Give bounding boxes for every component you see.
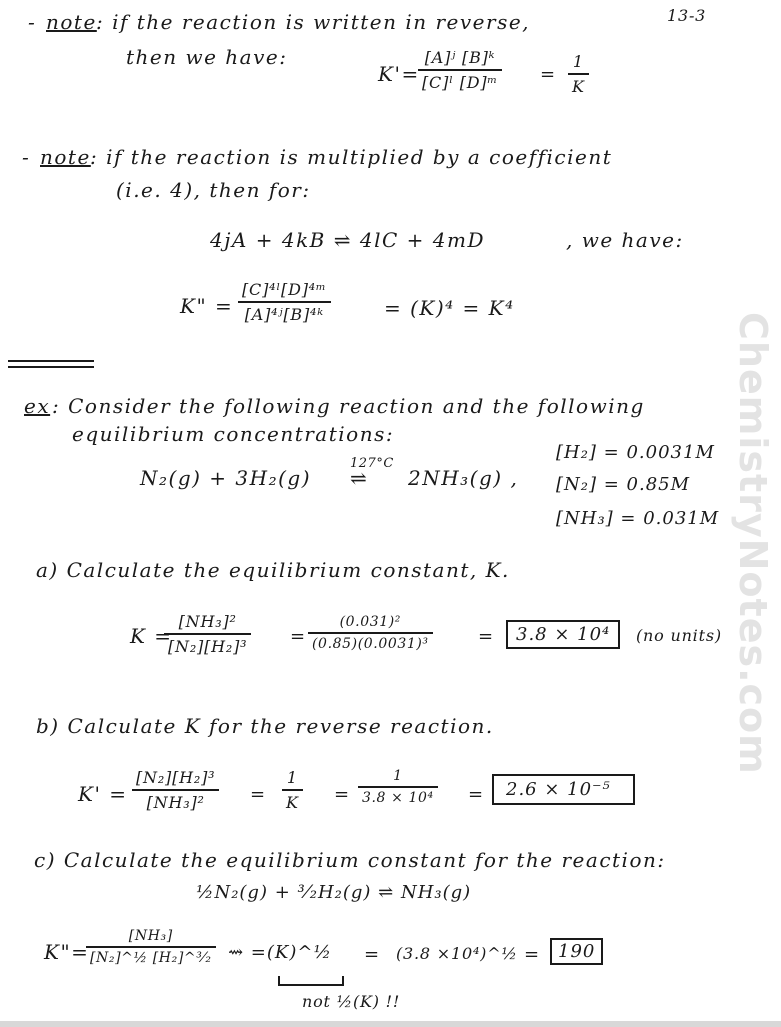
fraction-bar [238, 301, 331, 303]
k-half-fraction [86, 928, 216, 966]
equals-sign: = [290, 626, 307, 647]
equals-sign: = [250, 784, 267, 805]
fraction-numerator: [C]⁴ˡ[D]⁴ᵐ [242, 280, 327, 299]
section-divider [8, 360, 94, 368]
fraction-denominator: [N₂]^½ [H₂]^³⁄₂ [90, 950, 212, 966]
example-text: : Consider the following reaction and the following [52, 394, 645, 418]
scaled-reaction: 4jA + 4kB ⇌ 4lC + 4mD [210, 228, 485, 252]
fraction-denominator: K [286, 793, 299, 812]
k-power-result: = (K)⁴ = K⁴ [384, 296, 515, 320]
fraction-numerator: [NH₃] [128, 928, 173, 944]
one-over-value-fraction [358, 768, 438, 806]
fraction-denominator: 3.8 × 10⁴ [362, 790, 434, 806]
half-reaction: ½N₂(g) + ³⁄₂H₂(g) ⇌ NH₃(g) [196, 882, 472, 903]
fraction-denominator: [N₂][H₂]³ [168, 637, 248, 656]
fraction-bar [282, 789, 303, 791]
k-label: K = [130, 624, 173, 648]
reaction-temperature: 127°C [350, 456, 394, 471]
warning-note: not ½(K) !! [302, 992, 401, 1011]
fraction-bar [86, 946, 216, 948]
conc-h2: [H₂] = 0.0031M [556, 442, 715, 463]
fraction-numerator: 1 [393, 768, 403, 784]
note-text: : if the reaction is written in reverse, [96, 10, 531, 34]
k-square-root: ⇝ =(K)^½ [228, 942, 332, 963]
equilibrium-arrow: ⇌ [350, 466, 369, 490]
fraction-denominator: (0.85)(0.0031)³ [312, 636, 429, 652]
note-text-2: then we have: [126, 45, 288, 69]
k-double-prime-label: K"= [44, 940, 90, 964]
watermark: ChemistryNotes.com [731, 312, 775, 775]
equals-sign: = [478, 626, 495, 647]
note-label: note [46, 10, 97, 34]
fraction-numerator: 1 [286, 768, 298, 787]
equals-sign: = [468, 784, 485, 805]
fraction-bar [568, 73, 589, 75]
bullet-dash: - [28, 10, 37, 34]
note-text: : if the reaction is multiplied by a coefficient [90, 145, 613, 169]
fraction-denominator: [C]ˡ [D]ᵐ [422, 73, 499, 92]
equals-sign: = [364, 944, 381, 965]
we-have-text: , we have: [566, 228, 684, 252]
k-prime-fraction [418, 48, 502, 92]
bullet-dash: - [22, 145, 31, 169]
k-reverse-fraction [132, 768, 219, 812]
k-expression-fraction [164, 612, 251, 656]
fraction-bar [418, 69, 502, 71]
reaction-reactants: N₂(g) + 3H₂(g) [140, 466, 311, 490]
underbrace [278, 976, 344, 986]
k-prime-label: K' = [78, 782, 128, 806]
reaction-products: 2NH₃(g) , [408, 466, 519, 490]
one-over-k-fraction [282, 768, 303, 812]
conc-nh3: [NH₃] = 0.031M [556, 508, 720, 529]
example-text-2: equilibrium concentrations: [72, 422, 395, 446]
page-bottom-edge [0, 1021, 781, 1027]
note-text-2: (i.e. 4), then for: [116, 178, 311, 202]
fraction-bar [308, 632, 433, 634]
note-label: note [40, 145, 91, 169]
fraction-numerator: [A]ʲ [B]ᵏ [424, 48, 496, 67]
reciprocal-fraction [568, 52, 589, 96]
fraction-numerator: [NH₃]² [178, 612, 237, 631]
k-prime-label: K'= [378, 62, 420, 86]
part-c-question: c) Calculate the equilibrium constant for the reaction: [34, 848, 666, 872]
part-a-question: a) Calculate the equilibrium constant, K. [36, 558, 510, 582]
answer-box: 190 [550, 938, 603, 965]
fraction-bar [358, 786, 438, 788]
no-units-note: (no units) [636, 626, 722, 645]
part-b-question: b) Calculate K for the reverse reaction. [36, 714, 494, 738]
fraction-numerator: [N₂][H₂]³ [136, 768, 216, 787]
example-label: ex [24, 394, 51, 418]
equals-sign: = [524, 944, 541, 965]
fraction-numerator: (0.031)² [339, 614, 402, 630]
fraction-denominator: K [572, 77, 585, 96]
conc-n2: [N₂] = 0.85M [556, 474, 691, 495]
answer-box: 2.6 × 10⁻⁵ [492, 774, 635, 805]
k-values-fraction [308, 614, 433, 652]
fraction-denominator: [NH₃]² [146, 793, 205, 812]
fraction-bar [164, 633, 251, 635]
k-double-prime-fraction [238, 280, 331, 324]
equals-sign: = [540, 64, 557, 85]
equals-sign: = [334, 784, 351, 805]
fraction-numerator: 1 [572, 52, 584, 71]
fraction-denominator: [A]⁴ʲ[B]⁴ᵏ [244, 305, 324, 324]
numeric-expression: (3.8 ×10⁴)^½ [396, 944, 518, 963]
fraction-bar [132, 789, 219, 791]
answer-box: 3.8 × 10⁴ [506, 620, 620, 649]
k-double-prime-label: K" = [180, 294, 234, 318]
page-number: 13-3 [667, 6, 707, 25]
